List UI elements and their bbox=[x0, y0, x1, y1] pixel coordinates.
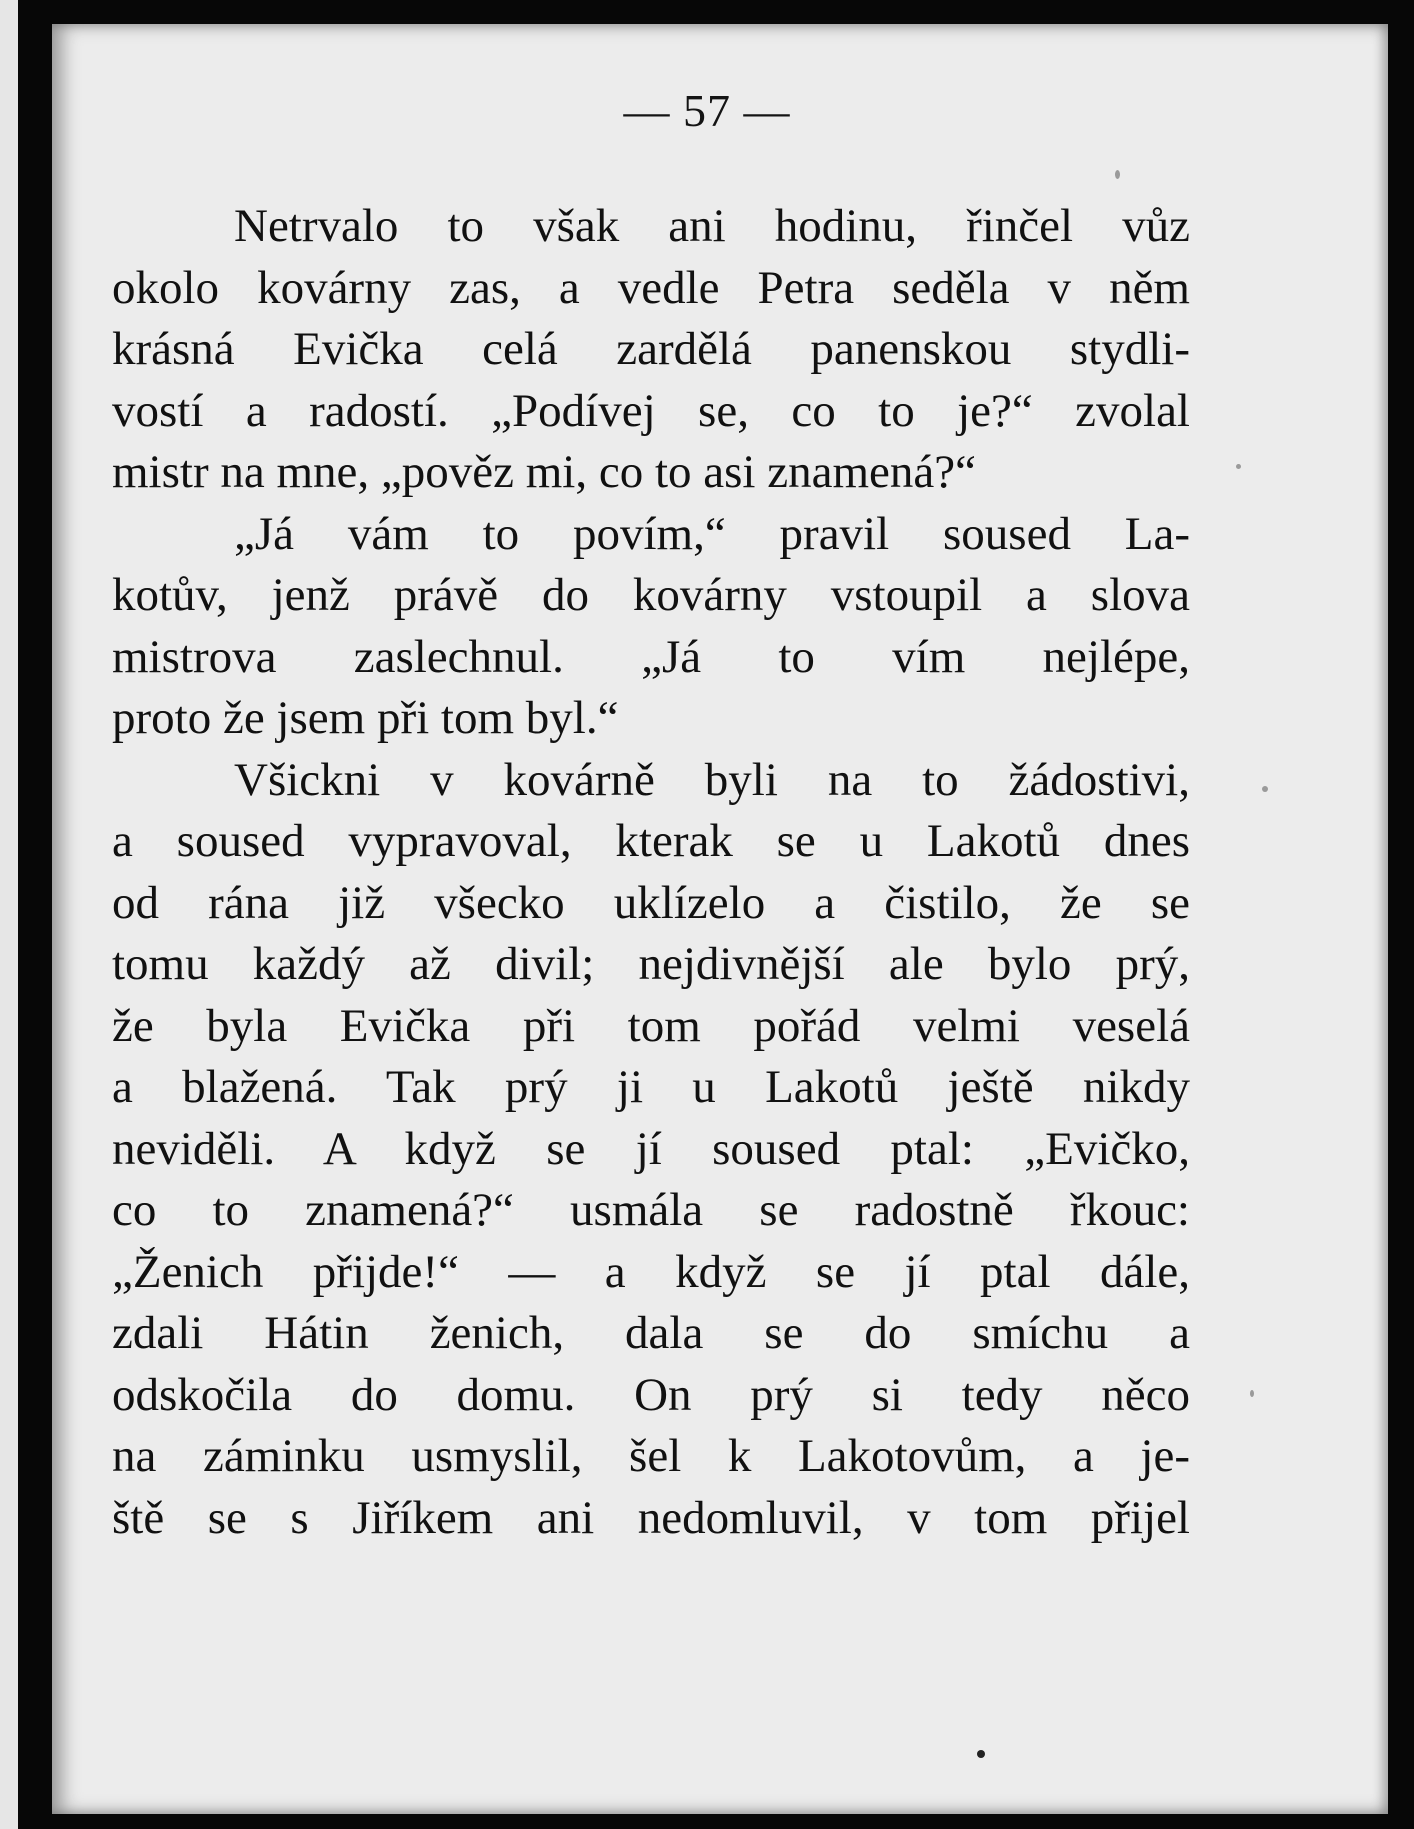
text-line: vostí a radostí. „Podívej se, co to je?“ zvolal bbox=[112, 384, 1190, 437]
text-line: ště se s Jiříkem ani nedomluvil, v tom přijel bbox=[112, 1491, 1190, 1544]
text-line: Netrvalo to však ani hodinu, řinčel vůz bbox=[234, 200, 1190, 252]
left-page-edge bbox=[0, 0, 18, 1829]
text-line: od rána již všecko uklízelo a čistilo, že se bbox=[112, 876, 1190, 929]
scan-speck bbox=[1262, 786, 1268, 792]
text-line: kotův, jenž právě do kovárny vstoupil a slova bbox=[112, 569, 1190, 621]
text-line: proto že jsem při tom byl.“ bbox=[112, 692, 619, 744]
text-line: zdali Hátin ženich, dala se do smíchu a bbox=[112, 1307, 1190, 1359]
body-text bbox=[112, 196, 1190, 1549]
text-line: mistrova zaslechnul. „Já to vím nejlépe, bbox=[112, 630, 1190, 683]
text-line: mistr na mne, „pověz mi, co to asi znamená?“ bbox=[112, 446, 976, 498]
text-line: odskočila do domu. On prý si tedy něco bbox=[112, 1368, 1190, 1421]
scan-speck bbox=[1115, 170, 1120, 179]
text-line: že byla Evička při tom pořád velmi veselá bbox=[112, 999, 1190, 1052]
scan-speck bbox=[977, 1750, 985, 1758]
scan-speck bbox=[1236, 464, 1241, 469]
text-line: tomu každý až divil; nejdivnější ale bylo prý, bbox=[112, 938, 1190, 990]
text-line: co to znamená?“ usmála se radostně řkouc: bbox=[112, 1184, 1190, 1236]
text-line: na záminku usmyslil, šel k Lakotovům, a je- bbox=[112, 1430, 1190, 1482]
text-line: Všickni v kovárně byli na to žádostivi, bbox=[234, 753, 1190, 806]
text-line: a blažená. Tak prý ji u Lakotů ještě nikdy bbox=[112, 1061, 1190, 1113]
text-line: „Ženich přijde!“ — a když se jí ptal dále, bbox=[112, 1245, 1190, 1298]
text-line: „Já vám to povím,“ pravil soused La- bbox=[234, 507, 1190, 560]
text-line: neviděli. A když se jí soused ptal: „Evičko, bbox=[112, 1122, 1190, 1175]
text-line: okolo kovárny zas, a vedle Petra seděla v něm bbox=[112, 261, 1190, 314]
text-line: krásná Evička celá zardělá panenskou stydli- bbox=[112, 323, 1190, 375]
text-line: a soused vypravoval, kterak se u Lakotů dnes bbox=[112, 815, 1190, 867]
page-number: — 57 — bbox=[623, 85, 791, 136]
scan-speck bbox=[1250, 1390, 1254, 1397]
